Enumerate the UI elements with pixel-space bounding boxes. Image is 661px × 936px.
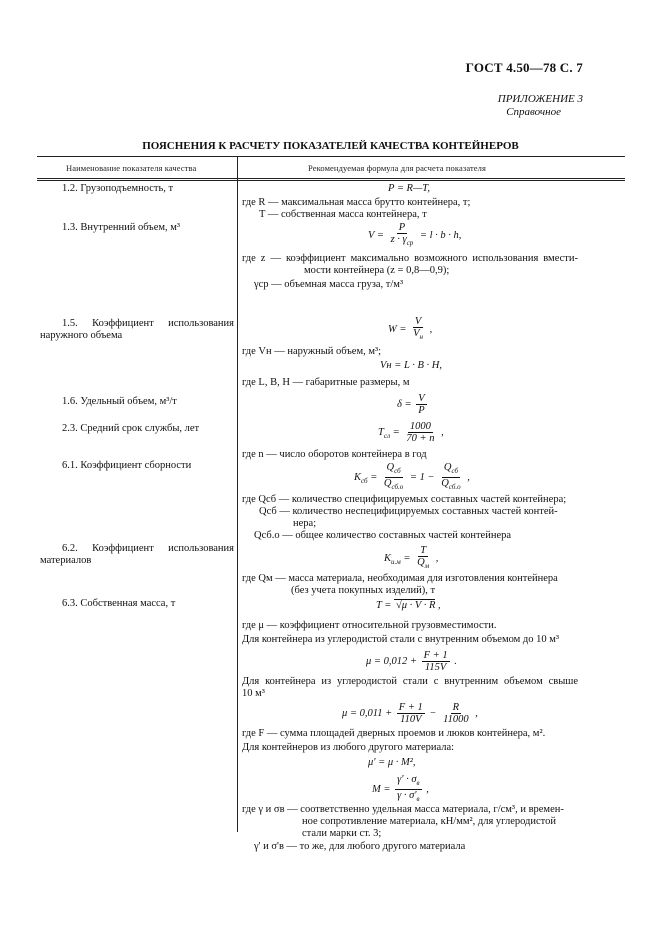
text-steel-over-10 xyxy=(242,676,578,700)
text-where-R: где R — максимальная масса брутто контейнера, т; xyxy=(242,197,471,208)
text-steel-over-10-line1: Для контейнера из углеродистой стали с внутренним объемом свыше xyxy=(242,676,578,687)
column-header-formula: Рекомендуемая формула для расчета показателя xyxy=(308,163,487,173)
text-Qsb-nonspec-line1: Qсб — количество неспецифицируемых составных частей контей- xyxy=(259,506,558,517)
formula-mu-1: μ = 0,012 + $\frac{F + 1}{115V}$ . xyxy=(366,650,457,673)
formula-Ksb: $K_{сб}$ = $\frac{Q_{сб}}{Q_{сб.о}}$ = 1 − $\frac{Q_{сб}}{Q_{сб.о}}$ , xyxy=(354,462,470,492)
table-header-rule-2 xyxy=(37,180,625,181)
appendix-label: ПРИЛОЖЕНИЕ 3 xyxy=(497,93,583,105)
text-where-Vn: где Vн — наружный объем, м³; xyxy=(242,346,382,357)
text-T-def: T — собственная масса контейнера, т xyxy=(259,209,427,220)
appendix-note: Справочное xyxy=(506,106,561,118)
text-where-gamma-sigma-line3: стали марки ст. 3; xyxy=(302,828,382,839)
formula-Vn: Vн = L · B · H, xyxy=(380,360,442,371)
text-Qsb-nonspec-line2: нера; xyxy=(293,518,317,529)
column-header-name: Наименование показателя качества xyxy=(66,163,197,173)
table-header-rule xyxy=(37,178,625,179)
text-gamma-def: γср — объемная масса груза, т/м³ xyxy=(254,279,404,290)
table-top-rule xyxy=(37,156,625,157)
formula-W: W = $\frac{V}{V_н}$ , xyxy=(388,316,433,342)
text-where-Qm-line2: (без учета покупных изделий), т xyxy=(291,585,436,596)
text-where-z xyxy=(242,253,578,277)
row-label-6-1: 6.1. Коэффициент сборности xyxy=(62,460,192,471)
formula-mu-2: μ = 0,011 + $\frac{F + 1}{110V}$ − $\frac{R}{11000}$ , xyxy=(342,702,478,725)
formula-Kim: $K_{и.м}$ = $\frac{T}{Q_м}$ , xyxy=(384,545,439,571)
text-where-gamma-sigma-line2: ное сопротивление материала, кН/мм², для углеродистой xyxy=(302,816,556,827)
table-column-divider xyxy=(237,156,238,832)
text-where-Qsb: где Qсб — количество специфицируемых составных частей контейнера; xyxy=(242,494,567,505)
row-label-1-5-line2: наружного объема xyxy=(40,330,123,341)
row-label-6-2-line1: 6.2. Коэффициент использования xyxy=(62,543,234,554)
text-where-z-line2: мости контейнера (z = 0,8—0,9); xyxy=(304,265,450,276)
text-Qsb-nonspec xyxy=(259,506,579,530)
formula-volume: V = $\frac{P}{z \cdot \gamma_{ср}}$ = l · b · h, xyxy=(368,222,462,248)
page-title: ПОЯСНЕНИЯ К РАСЧЕТУ ПОКАЗАТЕЛЕЙ КАЧЕСТВА КОНТЕЙНЕРОВ xyxy=(142,140,519,152)
formula-Tsl: $T_{сл}$ = $\frac{1000}{70 + n}$ , xyxy=(378,421,444,444)
text-where-gamma-sigma-line1: где γ и σв — соответственно удельная масса материала, г/см³, и времен- xyxy=(242,804,564,815)
text-where-LBH-shown: где L, B, H — габаритные размеры, м xyxy=(242,377,410,388)
text-where-Qm-line1: где Qм — масса материала, необходимая для изготовления контейнера xyxy=(242,573,558,584)
text-where-mu: где μ — коэффициент относительной грузовместимости. xyxy=(242,620,497,631)
page-header-code: ГОСТ 4.50—78 С. 7 xyxy=(465,60,583,75)
row-label-6-2 xyxy=(40,543,234,567)
row-label-1-6: 1.6. Удельный объем, м³/т xyxy=(62,396,177,407)
text-steel-upto-10: Для контейнера из углеродистой стали с внутренним объемом до 10 м³ xyxy=(242,634,560,645)
text-where-z-line1: где z — коэффициент максимально возможного использования вмести- xyxy=(242,253,578,264)
text-gamma-prime-def: γ' и σ'в — то же, для любого другого материала xyxy=(254,841,466,852)
text-where-Qm xyxy=(242,573,558,597)
formula-delta: δ = $\frac{V}{P}$ xyxy=(397,393,425,416)
text-other-material: Для контейнеров из любого другого материала: xyxy=(242,742,455,753)
row-label-1-3: 1.3. Внутренний объем, м³ xyxy=(62,222,181,233)
appendix-block xyxy=(498,93,583,119)
text-Qsbo-def: Qсб.о — общее количество составных частей контейнера xyxy=(254,530,512,541)
text-where-n: где n — число оборотов контейнера в год xyxy=(242,449,427,460)
row-label-1-5-line1: 1.5. Коэффициент использования xyxy=(62,318,234,329)
text-where-gamma-sigma xyxy=(242,804,578,840)
formula-mu-prime: μ' = μ · M², xyxy=(368,757,416,768)
row-label-6-2-line2: материалов xyxy=(40,555,92,566)
formula-T-mass: T = √μ · V · R , xyxy=(376,600,441,611)
text-where-F: где F — сумма площадей дверных проемов и люков контейнера, м². xyxy=(242,728,546,739)
formula-payload: P = R—T, xyxy=(388,183,430,194)
formula-M: M = $\frac{\gamma' \cdot \sigma_в}{\gamma \cdot \sigma'_в}$ , xyxy=(372,774,429,804)
row-label-2-3: 2.3. Средний срок службы, лет xyxy=(62,423,200,434)
row-label-6-3: 6.3. Собственная масса, т xyxy=(62,598,176,609)
row-label-1-5 xyxy=(40,318,234,342)
row-label-1-2: 1.2. Грузоподъемность, т xyxy=(62,183,174,194)
text-steel-over-10-line2: 10 м³ xyxy=(242,688,265,699)
